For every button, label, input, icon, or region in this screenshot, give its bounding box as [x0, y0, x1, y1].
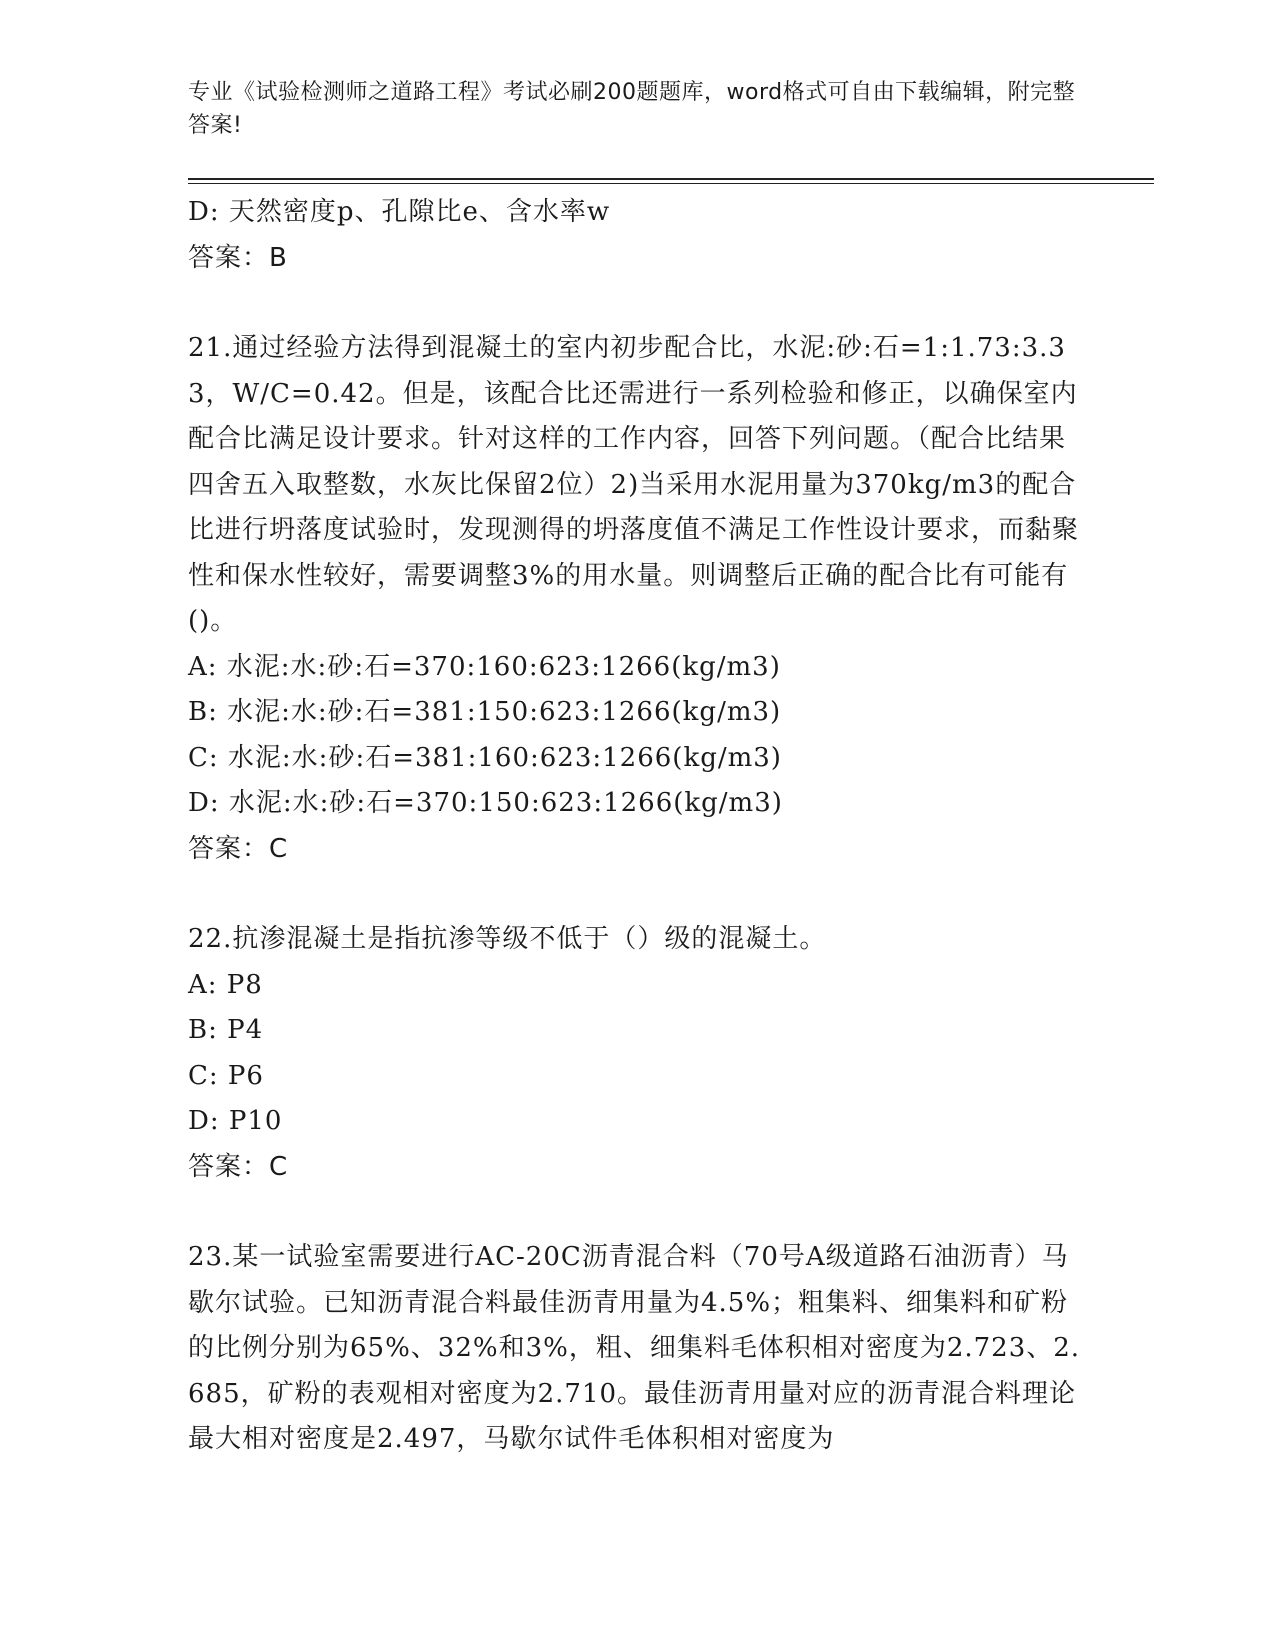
option-a: A: P8 [188, 969, 263, 1000]
header-divider-thin [188, 183, 1154, 184]
option-d: D: 水泥:水:砂:石=370:150:623:1266(kg/m3) [188, 788, 783, 818]
spacer [188, 872, 1088, 917]
answer: 答案：C [188, 1151, 289, 1182]
answer: 答案：C [188, 833, 289, 864]
question-text: 21.通过经验方法得到混凝土的室内初步配合比，水泥:砂:石=1:1.73:3.33，W/C=0.42。但是，该配合比还需进行一系列检验和修正，以确保室内配合比满足设计要求。针对这样的工作内容，回答下列问题。（配合比结果四舍五入取整数，水灰比保留2位）2)当采用水泥用量为370kg/m3的配合比进行坍落度试验时，发现测得的坍落度值不满足工作性设计要求，而黏聚性和保水性较好，需要调整3%的用水量。则调整后正确的配合比有可能有()。 [188, 333, 1080, 636]
document-body [188, 190, 1088, 1463]
option-a: A: 水泥:水:砂:石=370:160:623:1266(kg/m3) [188, 651, 781, 682]
option-b: B: P4 [188, 1015, 264, 1045]
option-d: D: 天然密度p、孔隙比e、含水率w [188, 197, 611, 227]
spacer [188, 1190, 1088, 1235]
spacer [188, 281, 1088, 326]
option-b: B: 水泥:水:砂:石=381:150:623:1266(kg/m3) [188, 697, 782, 727]
header-divider [188, 178, 1154, 180]
question-text: 23.某一试验室需要进行AC-20C沥青混合料（70号A级道路石油沥青）马歇尔试验。已知沥青混合料最佳沥青用量为4.5%；粗集料、细集料和矿粉的比例分别为65%、32%和3%，粗、细集料毛体积相对密度为2.723、2.685，矿粉的表观相对密度为2.710。最佳沥青用量对应的沥青混合料理论最大相对密度是2.497，马歇尔试件毛体积相对密度为 [188, 1242, 1081, 1454]
question-21 [188, 326, 1088, 872]
question-22 [188, 917, 1088, 1190]
option-c: C: 水泥:水:砂:石=381:160:623:1266(kg/m3) [188, 742, 782, 773]
answer: 答案：B [188, 242, 288, 273]
option-c: C: P6 [188, 1060, 264, 1091]
document-title: 专业《试验检测师之道路工程》考试必刷200题题库，word格式可自由下载编辑，附完整答案! [188, 80, 1076, 138]
question-23 [188, 1235, 1088, 1463]
question-text: 22.抗渗混凝土是指抗渗等级不低于（）级的混凝土。 [188, 924, 827, 954]
page-header [188, 76, 1078, 142]
option-d: D: P10 [188, 1106, 283, 1136]
